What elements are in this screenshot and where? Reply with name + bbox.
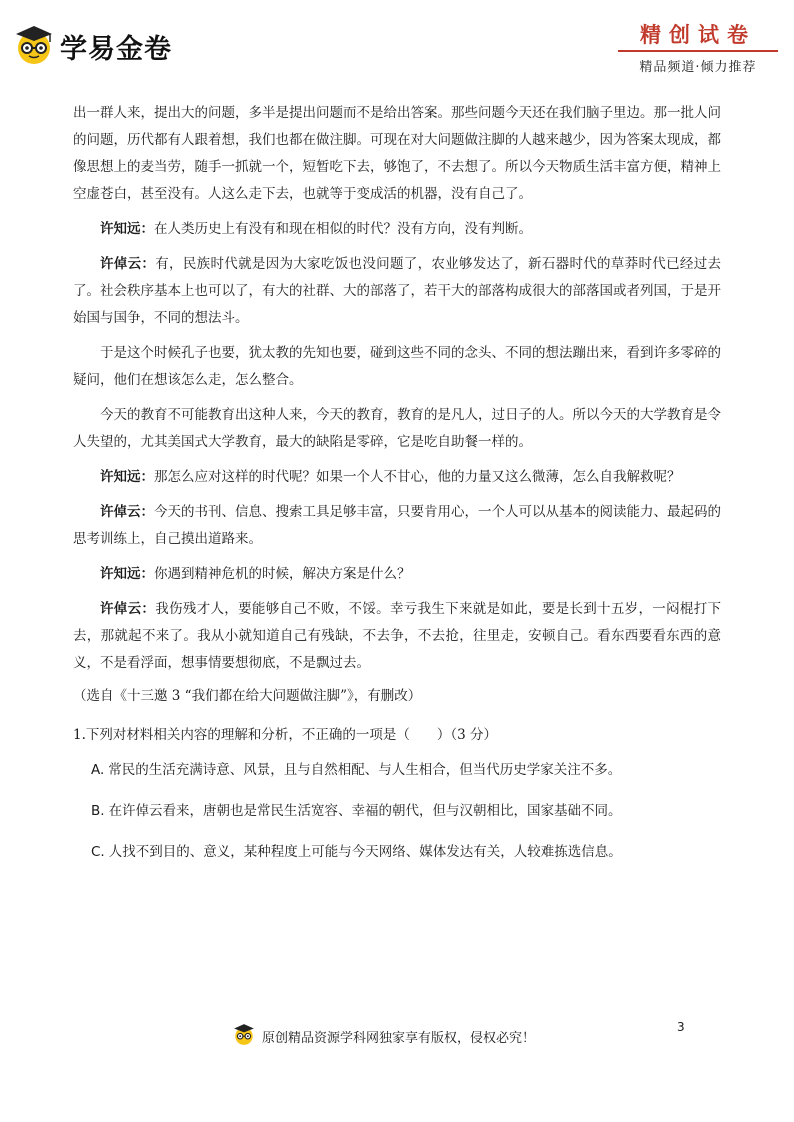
header-badge-title: 精创试卷 — [640, 22, 756, 47]
option-b — [73, 798, 721, 825]
option-text: 常民的生活充满诗意、风景，且与自然相配、与人生相合，但当代历史学家关注不多。 — [108, 762, 622, 778]
dialogue-text: 有，民族时代就是因为大家吃饭也没问题了，农业够发达了，新石器时代的草莽时代已经过去了。社会秩序基本上也可以了，有大的社群、大的部落了，若干大的部落构成很大的部落国或者列国，于是开始国与国争，不同的想法斗。 — [73, 256, 722, 326]
paragraph: 出一群人来，提出大的问题，多半是提出问题而不是给出答案。那些问题今天还在我们脑子里边。那一批人问的问题，历代都有人跟着想，我们也都在做注脚。可现在对大问题做注脚的人越来越少，因为答案太现成，都像思想上的麦当劳，随手一抓就一个，短暂吃下去，够饱了，不去想了。所以今天物质生活丰富方便，精神上空虚苍白，甚至没有。人这么走下去，也就等于变成活的机器，没有自己了。 — [73, 105, 721, 202]
option-text: 人找不到目的、意义，某种程度上可能与今天网络、媒体发达有关，人较难拣选信息。 — [108, 844, 622, 860]
speaker-label: 许知远： — [100, 469, 154, 485]
footer — [232, 1022, 535, 1050]
header-logo — [12, 22, 172, 70]
paragraph: 于是这个时候孔子也要，犹太教的先知也要，碰到这些不同的念头、不同的想法蹦出来，看到许多零碎的疑问，他们在想该怎么走，怎么整合。 — [73, 345, 721, 388]
dialogue-text: 那怎么应对这样的时代呢？如果一个人不甘心，他的力量又这么微薄，怎么自我解救呢？ — [154, 469, 681, 485]
option-letter: A. — [91, 762, 105, 778]
dialogue-text: 在人类历史上有没有和现在相似的时代？没有方向，没有判断。 — [154, 221, 532, 237]
dialogue-paragraph — [73, 596, 721, 677]
dialogue-paragraph — [73, 464, 721, 491]
dialogue-paragraph — [73, 499, 721, 553]
speaker-label: 许倬云： — [100, 504, 154, 520]
dialogue-paragraph — [73, 561, 721, 588]
option-c — [73, 839, 721, 866]
header-badge — [618, 22, 778, 75]
option-letter: C. — [91, 844, 105, 860]
dialogue-text: 你遇到精神危机的时候，解决方案是什么？ — [154, 566, 411, 582]
logo-title: 学易金卷 — [60, 33, 172, 65]
dialogue-text: 我伤残才人，要能够自己不败，不馁。幸亏我生下来就是如此，要是长到十五岁，一闷棍打下去，那就起不来了。我从小就知道自己有残缺，不去争，不去抢，往里走，安顿自己。看东西要看东西的意义，不是看浮面，想事情要想彻底，不是飘过去。 — [73, 601, 722, 671]
header-badge-subtitle: 精品频道·倾力推荐 — [639, 60, 757, 75]
dialogue-text: 今天的书刊、信息、搜索工具足够丰富，只要肯用心，一个人可以从基本的阅读能力、最起码的思考训练上，自己摸出道路来。 — [73, 504, 721, 547]
graduate-face-icon — [12, 22, 56, 70]
header-divider — [618, 50, 778, 52]
source-citation: （选自《十三邀 3 “我们都在给大问题做注脚”》，有删改） — [73, 688, 422, 704]
question-stem: 1.下列对材料相关内容的理解和分析，不正确的一项是（ ）（3 分） — [73, 727, 498, 743]
copyright-notice: 原创精品资源学科网独家享有版权，侵权必究！ — [262, 1030, 536, 1046]
option-a — [73, 757, 721, 784]
page-number: 3 — [677, 1020, 685, 1034]
paragraph: 今天的教育不可能教育出这种人来，今天的教育，教育的是凡人，过日子的人。所以今天的大学教育是令人失望的，尤其美国式大学教育，最大的缺陷是零碎，它是吃自助餐一样的。 — [73, 407, 721, 450]
speaker-label: 许倬云： — [100, 601, 156, 617]
dialogue-paragraph — [73, 216, 721, 243]
speaker-label: 许倬云： — [100, 256, 156, 272]
option-text: 在许倬云看来，唐朝也是常民生活宽容、幸福的朝代，但与汉朝相比，国家基础不同。 — [108, 803, 622, 819]
speaker-label: 许知远： — [100, 566, 154, 582]
option-letter: B. — [91, 803, 105, 819]
dialogue-paragraph — [73, 251, 721, 332]
graduate-face-icon — [232, 1022, 256, 1050]
passage-body — [73, 100, 721, 880]
speaker-label: 许知远： — [100, 221, 154, 237]
